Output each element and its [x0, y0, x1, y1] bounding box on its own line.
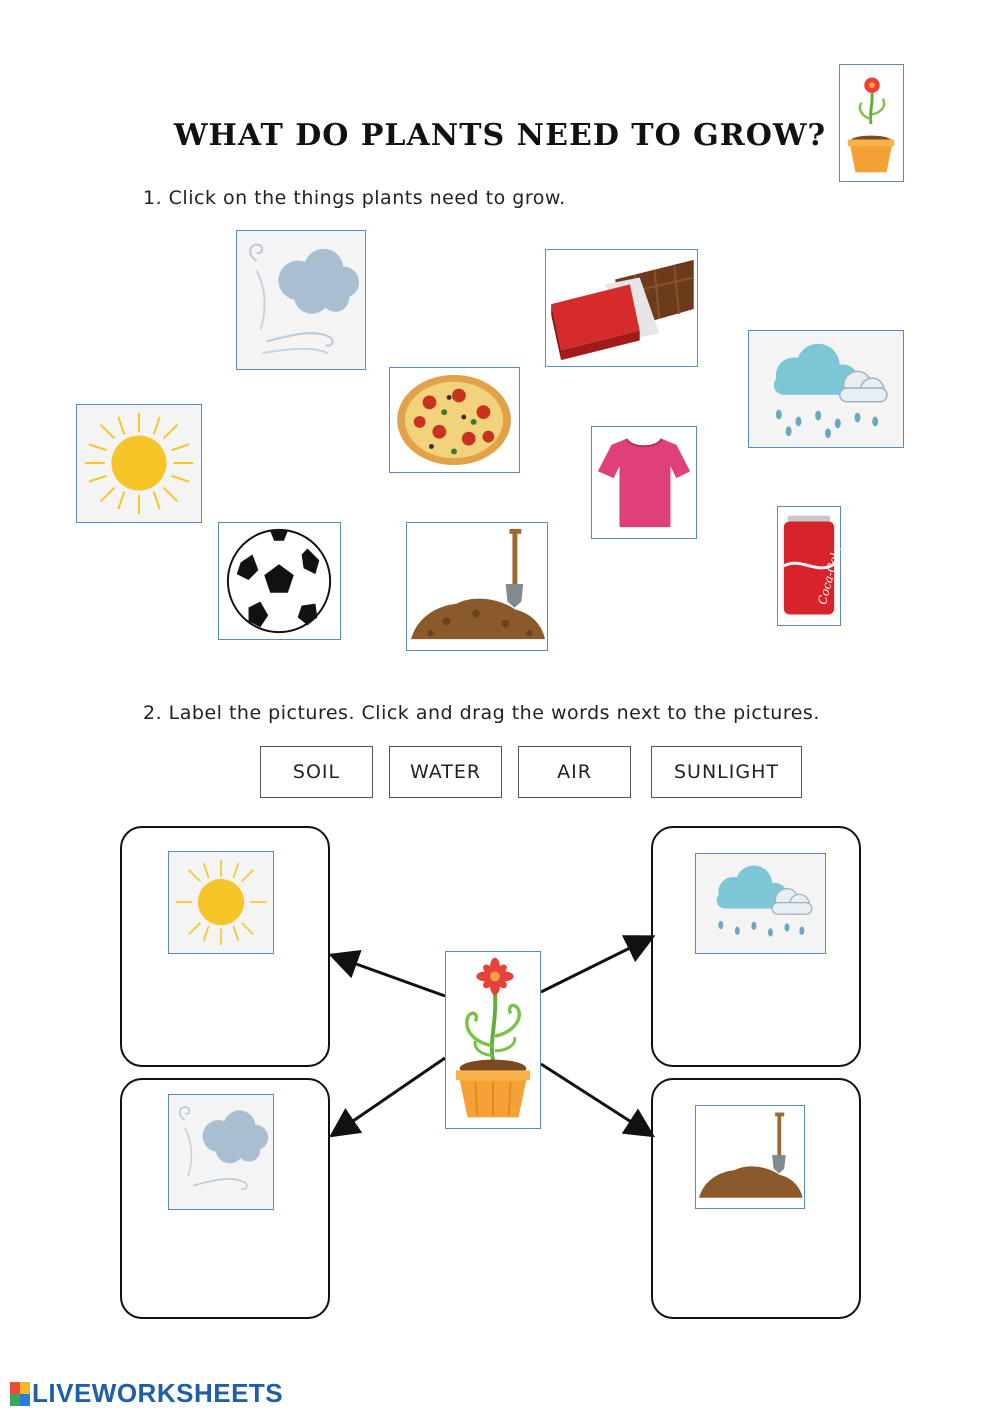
word-sunlight[interactable]: SUNLIGHT — [651, 746, 802, 798]
soccer-ball-picture[interactable] — [218, 522, 341, 640]
arrow-to-air — [334, 1058, 445, 1134]
cola-can-picture[interactable] — [777, 506, 844, 626]
instruction-1: 1. Click on the things plants need to grow. — [143, 187, 566, 209]
arrow-to-water — [541, 938, 650, 992]
rain-label-picture — [695, 853, 826, 954]
footer-brand — [10, 1378, 283, 1409]
cola-logo-text: Coca-Cola — [814, 544, 844, 607]
pizza-picture[interactable] — [389, 367, 520, 473]
arrow-to-soil — [541, 1064, 650, 1134]
footer-brand-text: LIVEWORKSHEETS — [32, 1378, 284, 1408]
t-shirt-picture[interactable] — [591, 426, 697, 539]
instruction-2: 2. Label the pictures. Click and drag the words next to the pictures. — [143, 702, 820, 724]
plant-pot-image — [839, 64, 904, 182]
worksheet-title: WHAT DO PLANTS NEED TO GROW? — [173, 118, 827, 153]
word-air[interactable]: AIR — [518, 746, 631, 798]
sun-label-picture — [168, 851, 274, 954]
wind-label-picture — [168, 1094, 274, 1210]
rain-cloud-picture[interactable] — [748, 330, 904, 448]
center-plant-picture — [445, 951, 541, 1129]
wind-picture[interactable] — [236, 230, 366, 370]
word-soil[interactable]: SOIL — [260, 746, 373, 798]
sun-picture[interactable] — [76, 404, 202, 523]
arrow-to-sunlight — [334, 956, 445, 996]
word-water[interactable]: WATER — [389, 746, 502, 798]
soil-label-picture — [695, 1105, 805, 1209]
soil-shovel-picture[interactable] — [406, 522, 548, 651]
liveworksheets-logo-icon — [10, 1382, 30, 1406]
chocolate-bar-picture[interactable] — [545, 249, 698, 367]
